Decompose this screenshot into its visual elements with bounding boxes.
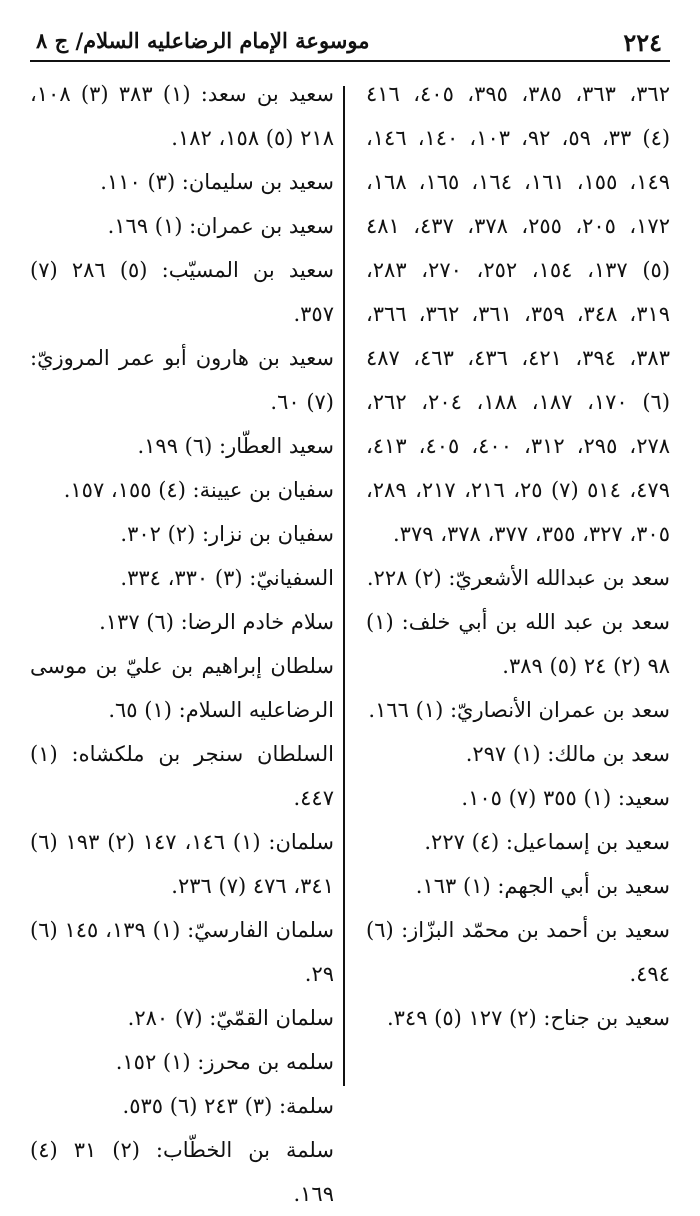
index-entry: سعد بن عمران الأنصاريّ: (١) ١٦٦. [368, 698, 670, 722]
index-entry: سعد بن عبدالله الأشعريّ: (٢) ٢٢٨. [366, 566, 670, 590]
index-entry: سفيان بن نزار: (٢) ٣٠٢. [120, 522, 334, 546]
index-entry: سعيد بن عمران: (١) ١٦٩. [107, 214, 334, 238]
index-entry: سلطان إبراهيم بن عليّ بن موسى الرضاعليه السلام: (١) ٦٥. [30, 654, 334, 722]
index-entry: سلام خادم الرضا: (٦) ١٣٧. [99, 610, 334, 634]
index-entry: سلمه بن محرز: (١) ١٥٢. [115, 1050, 334, 1074]
index-entry: سفيان بن عيينة: (٤) ١٥٥، ١٥٧. [63, 478, 334, 502]
index-entry: سعيد بن جناح: (٢) ١٢٧ (٥) ٣٤٩. [386, 1006, 670, 1030]
index-entry: سلمان الفارسيّ: (١) ١٣٩، ١٤٥ (٦) ٢٩. [30, 918, 335, 986]
index-column-left [30, 72, 335, 1206]
index-entry: سلمان القمّيّ: (٧) ٢٨٠. [127, 1006, 334, 1030]
index-entry: ٣٦٢، ٣٦٣، ٣٨٥، ٣٩٥، ٤٠٥، ٤١٦ (٤) ٣٣، ٥٩، ٩٢، ١٠٣، ١٤٠، ١٤٦، ١٤٩، ١٥٥، ١٦١، ١٦٤، ١٦٥، ١٦٨، ١٧٢، ٢٠٥، ٢٥٥، ٣٧٨، ٤٣٧، ٤٨١ (٥) ١٣٧، ١٥٤، ٢٥٢، ٢٧٠، ٢٨٣، ٣١٩، ٣٤٨، ٣٥٩، ٣٦١، ٣٦٢، ٣٦٦، ٣٨٣، ٣٩٤، ٤٢١، ٤٣٦، ٤٦٣، ٤٨٧ (٦) ١٧٠، ١٨٧، ١٨٨، ٢٠٤، ٢٦٢، ٢٧٨، ٢٩٥، ٣١٢، ٤٠٠، ٤٠٥، ٤١٣، ٤٧٩، ٥١٤ (٧) ٢٥، ٢١٦، ٢١٧، ٢٨٩، ٣٠٥، ٣٢٧، ٣٥٥، ٣٧٧، ٣٧٨، ٣٧٩. [366, 82, 671, 546]
index-entry: سعيد بن أبي الجهم: (١) ١٦٣. [415, 874, 670, 898]
index-entry: السلطان سنجر بن ملكشاه: (١) ٤٤٧. [30, 742, 334, 810]
index-columns [30, 72, 671, 1206]
index-entry: سعد بن عبد الله بن أبي خلف: (١) ٩٨ (٢) ٢٤ (٥) ٣٨٩. [366, 610, 670, 678]
index-entry: سعيد العطّار: (٦) ١٩٩. [137, 434, 334, 458]
index-entry: سلمان: (١) ١٤٦، ١٤٧ (٢) ١٩٣ (٦) ٣٤١، ٤٧٦ (٧) ٢٣٦. [30, 830, 335, 898]
index-entry: سعيد بن أحمد بن محمّد البزّاز: (٦) ٤٩٤. [366, 918, 670, 986]
index-entry: سعيد بن هارون أبو عمر المروزيّ: (٧) ٦٠. [30, 346, 334, 414]
running-title: موسوعة الإمام الرضاعليه السلام/ ج ٨ [36, 28, 370, 53]
page-header [30, 20, 670, 62]
index-entry: سلمة بن الخطّاب: (٢) ٣١ (٤) ١٦٩. [30, 1138, 334, 1206]
index-column-right [366, 72, 670, 1082]
index-entry: سعد بن مالك: (١) ٢٩٧. [465, 742, 670, 766]
index-entry: سعيد بن إسماعيل: (٤) ٢٢٧. [424, 830, 670, 854]
index-entry: السفيانيّ: (٣) ٣٣٠، ٣٣٤. [120, 566, 334, 590]
index-entry: سلمة: (٣) ٢٤٣ (٦) ٥٣٥. [122, 1094, 334, 1118]
index-entry: سعيد بن سليمان: (٣) ١١٠. [100, 170, 334, 194]
index-entry: سعيد بن المسيّب: (٥) ٢٨٦ (٧) ٣٥٧. [30, 258, 334, 326]
index-entry: سعيد بن سعد: (١) ٣٨٣ (٣) ١٠٨، ٢١٨ (٥) ١٥٨، ١٨٢. [30, 82, 334, 150]
index-entry: سعيد: (١) ٣٥٥ (٧) ١٠٥. [461, 786, 670, 810]
column-divider [343, 86, 345, 1086]
page-number: ٢٢٤ [623, 28, 662, 57]
